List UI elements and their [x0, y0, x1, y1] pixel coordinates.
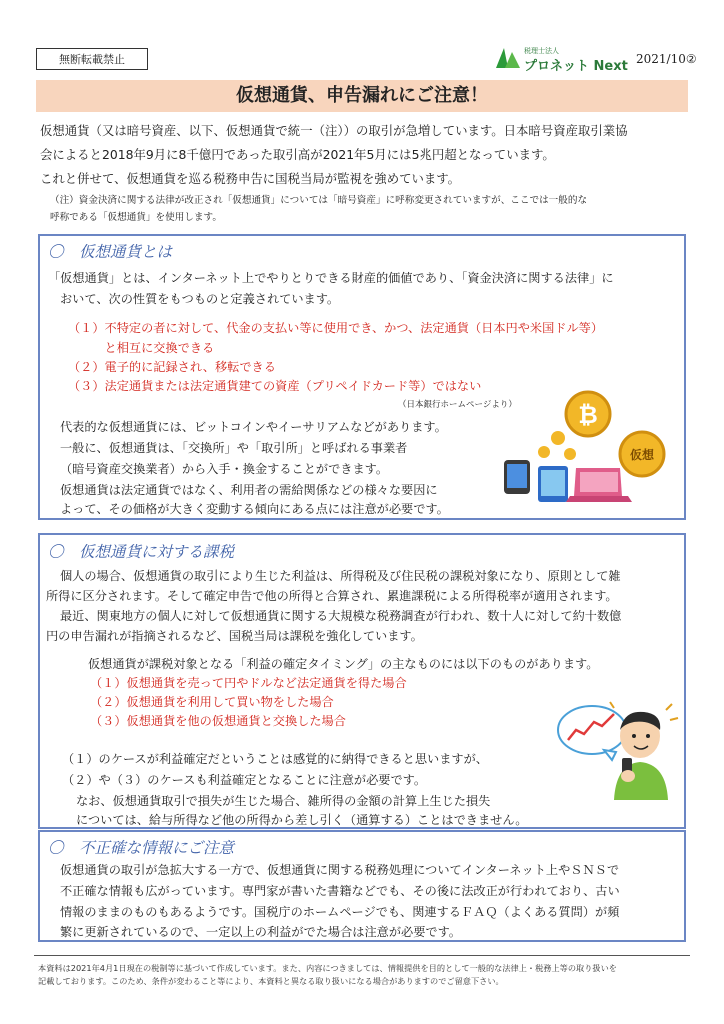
body-line: 仮想通貨の取引が急拡大する一方で、仮想通貨に関する税務処理についてインターネット上やＳＮＳで	[60, 863, 620, 877]
body-line: （１）のケースが利益確定だということは感覚的に納得できると思いますが、	[62, 752, 488, 766]
property-item: （２）電子的に記録され、移転できる	[68, 360, 276, 374]
case-item: （３）仮想通貨を他の仮想通貨と交換した場合	[90, 714, 346, 728]
no-reprint-badge: 無断転載禁止	[36, 48, 148, 70]
footer-disclaimer: 本資料は2021年4月1日現在の税制等に基づいて作成しています。また、内容につきましては、情報提供を目的として一般的な法律上・税務上等の取り扱いを	[38, 963, 617, 973]
body-line: 個人の場合、仮想通貨の取引により生じた利益は、所得税及び住民税の課税対象になり、原則として雑	[60, 569, 621, 583]
body-line: 所得に区分されます。そして確定申告で他の所得と合算され、累進課税による所得税率が適用されます。	[46, 589, 618, 603]
definition-line: おいて、次の性質をもつものと定義されています。	[60, 292, 340, 306]
section-heading: 〇 不正確な情報にご注意	[48, 839, 235, 857]
footer-disclaimer: 記載しております。このため、条件が変わること等により、本資料と異なる取り扱いになる場合がありますのでご留意下さい。	[38, 976, 504, 986]
logo	[494, 44, 629, 72]
property-item: と相互に交換できる	[68, 341, 215, 355]
intro-line: 仮想通貨（又は暗号資産、以下、仮想通貨で統一（注））の取引が急増しています。日本暗号資産取引業協	[40, 123, 628, 138]
body-line: 代表的な仮想通貨には、ビットコインやイーサリアムなどがあります。	[60, 420, 447, 434]
body-line: 不正確な情報も広がっています。専門家が書いた書籍などでも、その後に法改正が行われており、古い	[60, 884, 620, 898]
logo-name: プロネット Next	[524, 59, 628, 74]
timing-intro: 仮想通貨が課税対象となる「利益の確定タイミング」の主なものには以下のものがあります。	[88, 657, 599, 671]
logo-mark-icon	[494, 44, 522, 70]
intro-note: （注）資金決済に関する法律が改正され「仮想通貨」については「暗号資産」に呼称変更されていますが、ここでは一般的な	[50, 195, 588, 206]
intro-note: 呼称である「仮想通貨」を使用します。	[50, 212, 222, 223]
body-line: 円の申告漏れが指摘されるなど、国税当局は課税を強化しています。	[46, 629, 423, 643]
body-line: 最近、関東地方の個人に対して仮想通貨に関する大規模な税務調査が行われ、数十人に対して約十数億	[60, 609, 622, 623]
property-item: （１）不特定の者に対して、代金の支払い等に使用でき、かつ、法定通貨（日本円や米国ドル等）	[68, 321, 604, 335]
man-with-phone-illustration	[554, 700, 684, 810]
body-line: 一般に、仮想通貨は、「交換所」や「取引所」と呼ばれる事業者	[60, 441, 408, 455]
source-note: （日本銀行ホームページより）	[398, 400, 517, 410]
body-line: については、給与所得など他の所得から差し引く（通算する）ことはできません。	[76, 813, 528, 827]
section-heading: 〇 仮想通貨とは	[48, 243, 173, 261]
crypto-devices-illustration	[500, 388, 672, 508]
case-item: （２）仮想通貨を利用して買い物をした場合	[90, 695, 334, 709]
body-line: よって、その価格が大きく変動する傾向にある点には注意が必要です。	[60, 502, 449, 516]
body-line: （暗号資産交換業者）から入手・換金することができます。	[60, 462, 389, 476]
issue-date: 2021/10②	[636, 52, 697, 66]
case-item: （１）仮想通貨を売って円やドルなど法定通貨を得た場合	[90, 676, 407, 690]
footer-divider	[34, 955, 690, 956]
property-item: （３）法定通貨または法定通貨建ての資産（プリペイドカード等）ではない	[68, 379, 482, 393]
logo-subtitle: 税理士法人	[524, 47, 559, 55]
body-line: （２）や（３）のケースも利益確定となることに注意が必要です。	[62, 773, 427, 787]
intro-line: これと併せて、仮想通貨を巡る税務申告に国税当局が監視を強めています。	[40, 171, 461, 186]
definition-line: 「仮想通貨」とは、インターネット上でやりとりできる財産的価値であり、「資金決済に関する法律」に	[48, 271, 614, 285]
body-line: 仮想通貨は法定通貨ではなく、利用者の需給関係などの様々な要因に	[60, 483, 438, 497]
section-heading: 〇 仮想通貨に対する課税	[48, 543, 235, 561]
coin-label: 仮想	[629, 448, 655, 462]
intro-line: 会によると2018年9月に8千億円であった取引高が2021年5月には5兆円超となっています。	[40, 147, 555, 162]
bitcoin-symbol: ₿	[578, 401, 598, 429]
body-line: 情報のままのものもあるようです。国税庁のホームページでも、関連するＦＡＱ（よくある質問）が頻	[60, 905, 620, 919]
page-title: 仮想通貨、申告漏れにご注意！	[36, 80, 688, 112]
body-line: なお、仮想通貨取引で損失が生じた場合、雑所得の金額の計算上生じた損失	[76, 794, 491, 808]
body-line: 繁に更新されているので、一定以上の利益がでた場合は注意が必要です。	[60, 925, 461, 939]
